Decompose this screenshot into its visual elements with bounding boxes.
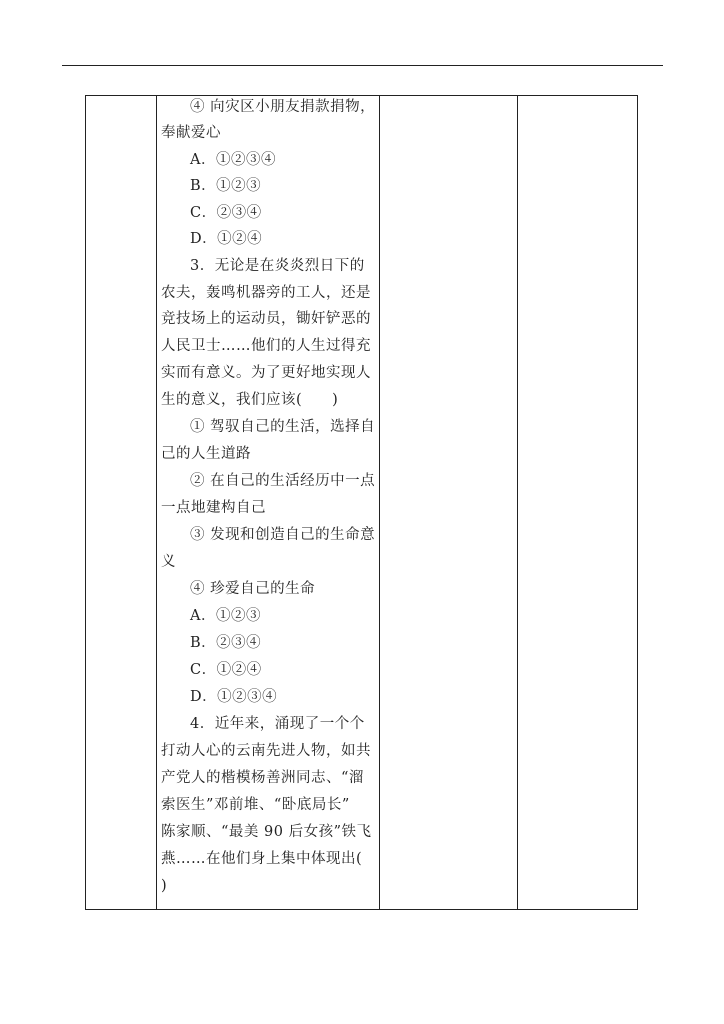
text-line: 产党人的楷模杨善洲同志、“溜 bbox=[161, 770, 364, 786]
column-divider bbox=[379, 96, 380, 909]
option-c: C．②③④ bbox=[190, 205, 262, 221]
text-line: 陈家顺、“最美 90 后女孩”铁飞 bbox=[161, 824, 372, 840]
option-a: A．①②③ bbox=[190, 608, 261, 624]
text-line: 己的人生道路 bbox=[161, 446, 251, 462]
text-line: 生的意义，我们应该( ) bbox=[161, 392, 339, 408]
text-line: 人民卫士……他们的人生过得充 bbox=[161, 338, 371, 354]
question-3-stem: 3．无论是在炎炎烈日下的 bbox=[190, 258, 365, 274]
column-divider bbox=[517, 96, 518, 909]
option-d: D．①②③④ bbox=[190, 689, 278, 705]
statement-3: ③ 发现和创造自己的生命意 bbox=[190, 527, 376, 543]
text-line: 农夫，轰鸣机器旁的工人，还是 bbox=[161, 285, 371, 301]
option-b: B．②③④ bbox=[190, 635, 262, 651]
text-line: 实而有意义。为了更好地实现人 bbox=[161, 365, 371, 381]
text-line: 竞技场上的运动员，锄奸铲恶的 bbox=[161, 311, 371, 327]
text-line: 打动人心的云南先进人物，如共 bbox=[161, 743, 371, 759]
header-rule bbox=[62, 65, 663, 66]
column-divider bbox=[156, 96, 157, 909]
text-line: 燕……在他们身上集中体现出( bbox=[161, 851, 363, 867]
question-table bbox=[85, 95, 638, 910]
option-a: A．①②③④ bbox=[190, 152, 276, 168]
option-d: D．①②④ bbox=[190, 231, 263, 247]
statement-4: ④ 珍爱自己的生命 bbox=[190, 581, 316, 597]
text-line: ) bbox=[161, 878, 168, 894]
text-line: 义 bbox=[161, 554, 176, 570]
option-b: B．①②③ bbox=[190, 178, 262, 194]
text-line: 奉献爱心 bbox=[161, 125, 221, 141]
text-line: 一点地建构自己 bbox=[161, 500, 266, 516]
text-line: 索医生”邓前堆、“卧底局长” bbox=[161, 797, 350, 813]
statement-2: ② 在自己的生活经历中一点 bbox=[190, 473, 376, 489]
statement-1: ① 驾驭自己的生活，选择自 bbox=[190, 419, 376, 435]
question-4-stem: 4．近年来，涌现了一个个 bbox=[190, 716, 365, 732]
option-c: C．①②④ bbox=[190, 662, 262, 678]
text-line: ④ 向灾区小朋友捐款捐物， bbox=[190, 99, 376, 115]
